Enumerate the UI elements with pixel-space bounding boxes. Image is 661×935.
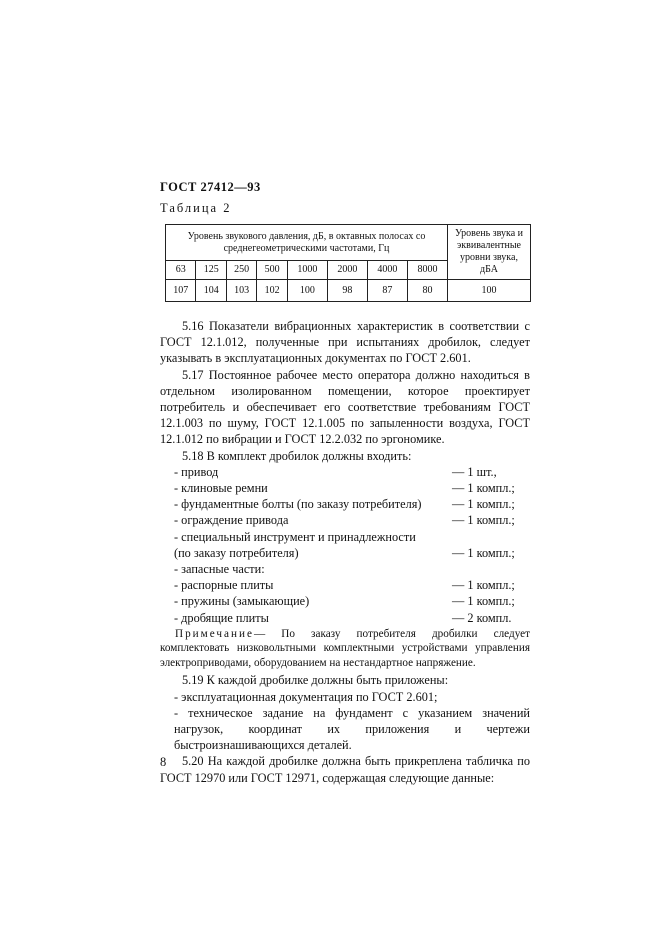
kit-item-name: - пружины (замыкающие) xyxy=(174,594,310,609)
text-body xyxy=(160,318,530,786)
kit-item xyxy=(174,464,530,480)
kit-item xyxy=(174,561,530,577)
kit-item xyxy=(174,529,530,545)
kit-item-qty: — 1 компл.; xyxy=(452,513,515,528)
kit-item-qty xyxy=(452,561,530,577)
frequency-cell: 4000 xyxy=(367,261,407,280)
kit-item xyxy=(174,496,530,512)
frequency-cell: 63 xyxy=(166,261,196,280)
value-cell: 102 xyxy=(257,280,287,302)
kit-item-name: - дробящие плиты xyxy=(174,610,269,625)
kit-item xyxy=(174,610,530,626)
para-5-16: 5.16 Показатели вибрационных характеристик в соответствии с ГОСТ 12.1.012, полученные при испытаниях дробилок, следует указывать в эксплуатационных документах по ГОСТ 2.601. xyxy=(160,319,530,366)
frequency-cell: 2000 xyxy=(327,261,367,280)
page-number: 8 xyxy=(160,755,167,769)
para-5-17: 5.17 Постоянное рабочее место оператора должно находиться в отдельном изолированном помещении, которое проектирует потребитель и обеспечивает его соответствие требованиям ГОСТ 12.1.003 по шуму, ГОСТ 12.1.005 по запыленности воздуха, ГОСТ 12.1.012 по вибрации и ГОСТ 12.2.032 по эргономике. xyxy=(160,367,530,447)
value-cell: 98 xyxy=(327,280,367,302)
frequency-cell: 500 xyxy=(257,261,287,280)
kit-item xyxy=(174,577,530,593)
kit-item-qty: — 1 компл.; xyxy=(452,545,515,560)
value-cell: 80 xyxy=(407,280,447,302)
frequency-cell: 250 xyxy=(226,261,256,280)
kit-item-qty: — 1 шт., xyxy=(452,464,497,479)
kit-item xyxy=(174,593,530,609)
frequency-cell: 125 xyxy=(196,261,226,280)
kit-item-qty: — 1 компл.; xyxy=(452,497,515,512)
kit-item-qty: — 2 компл. xyxy=(452,610,512,625)
para-5-20: 5.20 На каждой дробилке должна быть прикреплена табличка по ГОСТ 12970 или ГОСТ 12971, содержащая следующие данные: xyxy=(160,754,530,785)
para-5-18: 5.18 В комплект дробилок должны входить: xyxy=(182,448,412,463)
kit-item-name: - привод xyxy=(174,464,219,479)
para-5-19-item-2: - техническое задание на фундамент с указанием значений нагрузок, координат их приложения и чертежи быстроизнашивающихся деталей. xyxy=(174,705,530,753)
kit-item-qty: — 1 компл.; xyxy=(452,578,515,593)
frequency-cell: 1000 xyxy=(287,261,327,280)
table-header-left: Уровень звукового давления, дБ, в октавных полосах со среднегеометрическими частотами, Гц xyxy=(166,225,448,261)
kit-item-name: - клиновые ремни xyxy=(174,481,268,496)
note xyxy=(160,627,530,671)
kit-item-name: - ограждение привода xyxy=(174,513,289,528)
table-total-cell: 100 xyxy=(448,280,531,302)
kit-item-qty: — 1 компл.; xyxy=(452,481,515,496)
kit-item xyxy=(174,545,530,561)
kit-item-name: - фундаментные болты (по заказу потребителя) xyxy=(174,497,422,512)
kit-list xyxy=(160,464,530,626)
value-cell: 100 xyxy=(287,280,327,302)
table-header-right: Уровень звука и эквивалентные уровни звука, дБА xyxy=(448,225,531,280)
kit-item-name: - специальный инструмент и принадлежности xyxy=(174,529,416,544)
kit-item xyxy=(174,480,530,496)
value-cell: 87 xyxy=(367,280,407,302)
kit-item-name: - запасные части: xyxy=(174,562,265,577)
frequency-cell: 8000 xyxy=(407,261,447,280)
kit-item-name: - распорные плиты xyxy=(174,578,274,593)
note-label: Примечание xyxy=(175,627,254,640)
document-header: ГОСТ 27412—93 xyxy=(160,180,261,194)
value-cell: 107 xyxy=(166,280,196,302)
kit-item xyxy=(174,512,530,528)
value-cell: 104 xyxy=(196,280,226,302)
kit-item-name: (по заказу потребителя) xyxy=(174,545,299,560)
para-5-19: 5.19 К каждой дробилке должны быть приложены: xyxy=(182,673,449,688)
kit-item-qty xyxy=(452,529,530,545)
noise-table xyxy=(165,224,531,302)
table-caption: Таблица 2 xyxy=(160,201,232,215)
value-cell: 103 xyxy=(226,280,256,302)
kit-item-qty: — 1 компл.; xyxy=(452,594,515,609)
para-5-19-item-1: - эксплуатационная документация по ГОСТ 2.601; xyxy=(174,689,438,704)
note-text: — По заказу потребителя дробилки следует комплектовать низковольтными комплектными устройствами управления электроприводами, оборудованием на нестандартное напряжение. xyxy=(160,627,530,669)
